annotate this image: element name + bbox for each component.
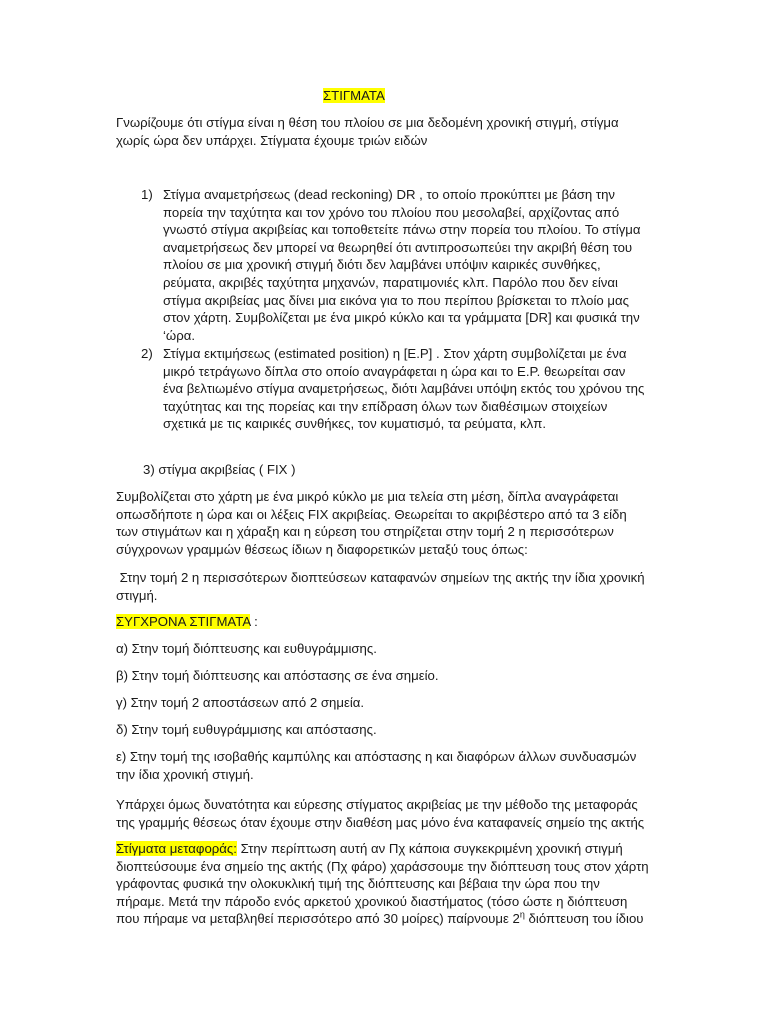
modern-item-a: α) Στην τομή διόπτευσης και ευθυγράμμισης. bbox=[116, 641, 377, 656]
transfer-fixes-paragraph bbox=[116, 840, 649, 928]
list-line: πλοίου σε μια χρονική στιγμή διότι δεν λαμβάνει υπόψιν καιρικές συνθήκες, bbox=[163, 257, 601, 273]
intro-line: χωρίς ώρα δεν υπάρχει. Στίγματα έχουμε τριών ειδών bbox=[116, 132, 428, 148]
list-line: ταχύτητας και της πορείας και την επίδραση όλων των διαθέσιμων στοιχείων bbox=[163, 398, 608, 414]
transfer-last-post: διόπτευση του ίδιου bbox=[524, 911, 644, 927]
intro-line: Γνωρίζουμε ότι στίγμα είναι η θέση του πλοίου σε μια δεδομένη χρονική στιγμή, στίγμα bbox=[116, 115, 619, 130]
modern-fixes-heading-suffix: : bbox=[250, 614, 258, 629]
list-line: Στίγμα εκτιμήσεως (estimated position) η [E.P] . Στον χάρτη συμβολίζεται με ένα bbox=[163, 346, 627, 361]
transfer-intro-line: Υπάρχει όμως δυνατότητα και εύρεσης στίγματος ακριβείας με την μέθοδο της μεταφοράς bbox=[116, 797, 638, 812]
transfer-first-line-rest: Στην περίπτωση αυτή αν Πχ κάποια συγκεκριμένη χρονική στιγμή bbox=[236, 841, 623, 856]
intersection-line: στιγμή. bbox=[116, 587, 158, 603]
fix-line: των στιγμάτων και η χάραξη και η εύρεση του στηρίζεται στην τομή 2 η περισσότερων bbox=[116, 524, 614, 540]
modern-fixes-heading bbox=[116, 613, 258, 631]
list-number: 1) bbox=[141, 187, 153, 202]
modern-item-e-line: την ίδια χρονική στιγμή. bbox=[116, 766, 254, 782]
modern-item-c: γ) Στην τομή 2 αποστάσεων από 2 σημεία. bbox=[116, 695, 365, 710]
modern-fixes-heading-text: ΣΥΓΧΡΟΝΑ ΣΤΙΓΜΑΤΑ bbox=[116, 614, 251, 629]
page-title-text: ΣΤΙΓΜΑΤΑ bbox=[323, 88, 385, 103]
modern-item-e-line: ε) Στην τομή της ισοβαθής καμπύλης και απόστασης η και διαφόρων άλλων συνδυασμών bbox=[116, 749, 637, 764]
list-item-estimated-position bbox=[163, 345, 644, 433]
transfer-line: πήραμε. Μετά την πάροδο ενός αρκετού χρονικού διαστήματος (τόσο ώστε η διόπτευση bbox=[116, 893, 628, 909]
list-line: μικρό τετράγωνο δίπλα στο οποίο αναγράφεται η ώρα και το Ε.Ρ. θεωρείται σαν bbox=[163, 363, 626, 379]
modern-item-e bbox=[116, 748, 636, 783]
transfer-last-sup: η bbox=[519, 909, 525, 920]
list-line: στίγμα ακριβείας μας δίνει μια εικόνα για το που περίπου βρίσκεται το πλοίο μας bbox=[163, 292, 630, 308]
list-line: γνωστό στίγμα ακριβείας και τοποθετείτε πάνω στην πορεία του πλοίου. Το στίγμα bbox=[163, 222, 641, 238]
modern-item-d: δ) Στην τομή ευθυγράμμισης και απόστασης. bbox=[116, 722, 377, 737]
list-item-dead-reckoning bbox=[163, 186, 641, 344]
intersection-paragraph bbox=[116, 569, 645, 604]
list-line: ρεύματα, ακριβές ταχύτητα μηχανών, παρατιμονιές κλπ. Παρόλο που δεν είναι bbox=[163, 274, 618, 290]
transfer-line: διοπτεύσουμε ένα σημείο της ακτής (Πχ φάρο) χαράσσουμε την διόπτευση τους στον χάρτη bbox=[116, 858, 649, 874]
transfer-last-line bbox=[116, 910, 649, 928]
page-title bbox=[323, 87, 385, 105]
transfer-intro-line: της γραμμής θέσεως όταν έχουμε στην διαθέση μας μόνο ένα καταφανείς σημείο της ακτής bbox=[116, 814, 645, 830]
list-line: Στίγμα αναμετρήσεως (dead reckoning) DR , το οποίο προκύπτει με βάση την bbox=[163, 187, 615, 202]
fix-line: οπωσδήποτε η ώρα και οι λέξεις FIX ακριβείας. Θεωρείται το ακριβέστερο από τα 3 είδη bbox=[116, 506, 627, 522]
list-line: στον χάρτη. Συμβολίζεται με ένα μικρό κύκλο και τα γράμματα [DR] και φυσικά την bbox=[163, 310, 640, 326]
fix-line: Συμβολίζεται στο χάρτη με ένα μικρό κύκλο με μια τελεία στη μέση, δίπλα αναγράφεται bbox=[116, 489, 619, 504]
list-line: αναμετρήσεως δεν μπορεί να θεωρηθεί ότι αντιπροσωπεύει την ακριβή θέση του bbox=[163, 239, 633, 255]
transfer-fixes-heading: Στίγματα μεταφοράς: bbox=[116, 841, 237, 856]
intersection-line: Στην τομή 2 η περισσότερων διοπτεύσεων καταφανών σημείων της ακτής την ίδια χρονική bbox=[116, 570, 645, 585]
list-line: ένα βελτιωμένο στίγμα αναμετρήσεως, διότι λαμβάνει υπόψη εκτός του χρόνου της bbox=[163, 381, 645, 397]
fix-line: σύγχρονων γραμμών θέσεως ίδιων η διαφορετικών μεταξύ τους όπως: bbox=[116, 541, 528, 557]
list-line: σχετικά με τις καιρικές συνθήκες, τον κυματισμό, τα ρεύματα, κλπ. bbox=[163, 416, 547, 432]
transfer-last-pre: που πήραμε να μεταβληθεί περισσότερο από 30 μοίρες) παίρνουμε 2 bbox=[116, 911, 520, 927]
fix-paragraph bbox=[116, 488, 627, 558]
transfer-line: γράφοντας φυσικά την ολοκυκλική τιμή της διόπτευσης και βέβαια την ώρα που την bbox=[116, 876, 600, 892]
modern-item-b: β) Στην τομή διόπτευσης και απόστασης σε ένα σημείο. bbox=[116, 668, 439, 683]
transfer-first-line bbox=[116, 840, 649, 858]
list-line: πορεία την ταχύτητα και τον χρόνο του πλοίου που μεσολαβεί, αρχίζοντας από bbox=[163, 204, 620, 220]
list-line: ‘ώρα. bbox=[163, 327, 196, 343]
transfer-intro-paragraph bbox=[116, 796, 644, 831]
fix-heading: 3) στίγμα ακριβείας ( FIX ) bbox=[143, 462, 296, 477]
list-number: 2) bbox=[141, 346, 153, 361]
intro-paragraph bbox=[116, 114, 619, 149]
